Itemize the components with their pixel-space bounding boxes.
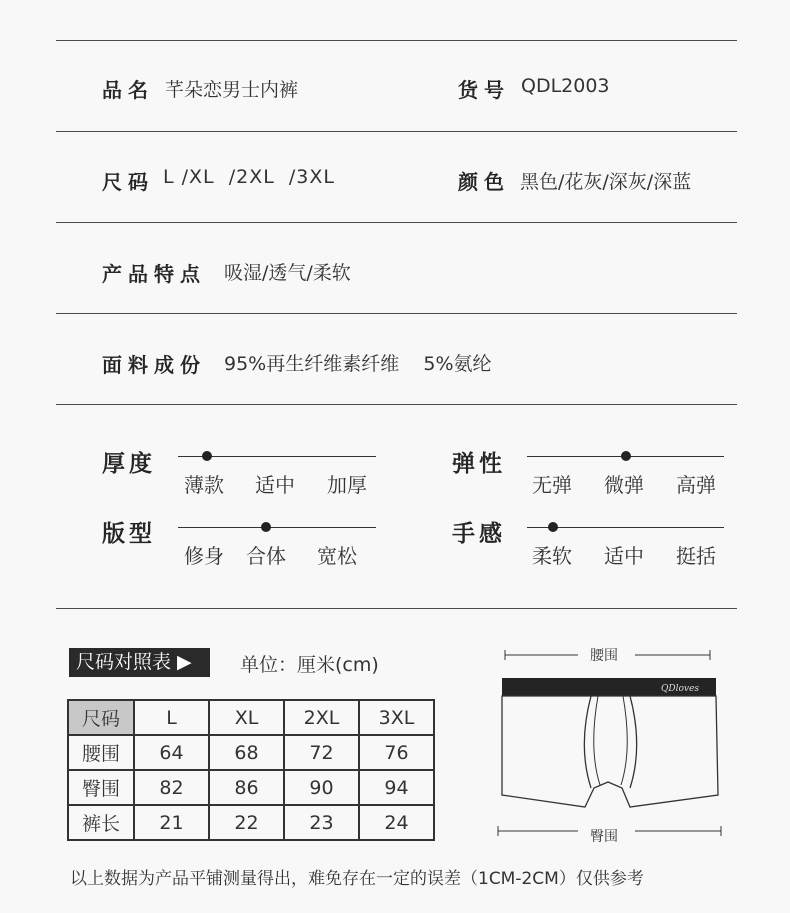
fit-option: 宽松 xyxy=(317,544,357,568)
table-cell: 24 xyxy=(359,805,434,840)
waist-label: 腰围 xyxy=(590,647,618,663)
table-cell: 72 xyxy=(284,735,359,770)
color-value: 黑色/花灰/深灰/深蓝 xyxy=(520,171,692,193)
size-chart-unit: 单位：厘米(cm) xyxy=(240,654,379,676)
pouch-seam xyxy=(584,696,591,788)
product-code-value: QDL2003 xyxy=(521,75,610,97)
measurement-note: 以上数据为产品平铺测量得出，难免存在一定的误差（1CM-2CM）仅供参考 xyxy=(70,869,644,889)
divider xyxy=(56,608,737,609)
product-code-label: 货号 xyxy=(458,78,510,102)
table-cell: 裤长 xyxy=(68,805,134,840)
feature-value: 吸湿/透气/柔软 xyxy=(224,262,351,284)
table-cell: 68 xyxy=(209,735,284,770)
table-cell: 腰围 xyxy=(68,735,134,770)
hand-feel-marker xyxy=(548,522,558,532)
table-header-cell: XL xyxy=(209,700,284,735)
underwear-outline xyxy=(502,696,718,807)
elasticity-title: 弹性 xyxy=(452,451,506,477)
elasticity-option: 无弹 xyxy=(532,473,572,497)
table-cell: 64 xyxy=(134,735,209,770)
table-cell: 94 xyxy=(359,770,434,805)
size-value: L /XL /2XL /3XL xyxy=(163,166,335,188)
size-label: 尺码 xyxy=(102,170,154,194)
divider xyxy=(56,40,737,41)
underwear-diagram xyxy=(490,640,730,855)
fit-option: 修身 xyxy=(184,544,224,568)
table-header-cell: L xyxy=(134,700,209,735)
thickness-option: 适中 xyxy=(255,473,295,497)
fabric-label: 面料成份 xyxy=(102,353,206,377)
thickness-option: 薄款 xyxy=(184,473,224,497)
table-cell: 90 xyxy=(284,770,359,805)
hip-label: 臀围 xyxy=(590,828,618,844)
size-table xyxy=(67,699,435,841)
table-cell: 86 xyxy=(209,770,284,805)
fit-scale-line xyxy=(178,527,376,528)
table-header-row xyxy=(68,700,434,735)
thickness-title: 厚度 xyxy=(102,451,156,477)
table-cell: 23 xyxy=(284,805,359,840)
table-header-cell: 2XL xyxy=(284,700,359,735)
hand-feel-option: 柔软 xyxy=(532,544,572,568)
divider xyxy=(56,131,737,132)
table-cell: 76 xyxy=(359,735,434,770)
table-cell: 82 xyxy=(134,770,209,805)
table-header-cell: 3XL xyxy=(359,700,434,735)
color-label: 颜色 xyxy=(458,170,510,194)
thickness-marker xyxy=(202,451,212,461)
elasticity-option: 高弹 xyxy=(676,473,716,497)
hand-feel-option: 挺括 xyxy=(676,544,716,568)
table-row xyxy=(68,805,434,840)
divider xyxy=(56,222,737,223)
divider xyxy=(56,404,737,405)
elasticity-option: 微弹 xyxy=(604,473,644,497)
product-name-label: 品名 xyxy=(102,78,154,102)
fit-marker xyxy=(261,522,271,532)
pouch-seam xyxy=(621,696,627,785)
fabric-value: 95%再生纤维素纤维 5%氨纶 xyxy=(224,353,492,375)
hand-feel-title: 手感 xyxy=(452,521,506,547)
pouch-seam xyxy=(594,696,600,785)
size-chart-tag: 尺码对照表 ▶ xyxy=(69,648,210,677)
pouch-seam xyxy=(630,696,637,788)
table-row xyxy=(68,770,434,805)
hand-feel-option: 适中 xyxy=(604,544,644,568)
table-cell: 臀围 xyxy=(68,770,134,805)
divider xyxy=(56,313,737,314)
table-cell: 22 xyxy=(209,805,284,840)
thickness-option: 加厚 xyxy=(327,473,367,497)
fit-option: 合体 xyxy=(246,544,286,568)
table-cell: 21 xyxy=(134,805,209,840)
fit-title: 版型 xyxy=(102,521,156,547)
elasticity-marker xyxy=(621,451,631,461)
brand-logo: QDloves xyxy=(661,684,699,694)
feature-label: 产品特点 xyxy=(102,262,206,286)
product-name-value: 芊朵恋男士内裤 xyxy=(165,79,299,101)
table-header-cell: 尺码 xyxy=(68,700,134,735)
table-row xyxy=(68,735,434,770)
